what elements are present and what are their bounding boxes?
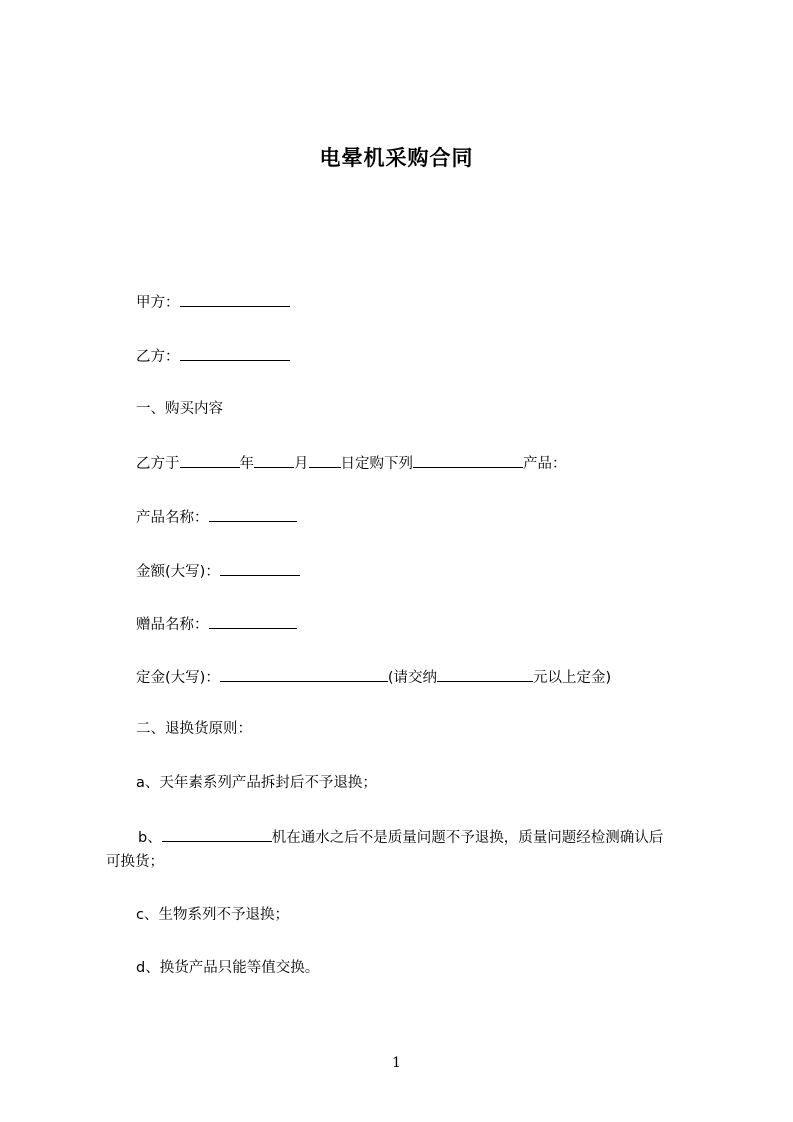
rule-c: c、生物系列不予退换； <box>136 907 289 923</box>
amount-field <box>136 560 300 582</box>
machine-blank[interactable] <box>162 826 272 842</box>
deposit-text-3: 元以上定金) <box>533 670 612 686</box>
year-blank[interactable] <box>180 452 240 468</box>
rule-b-text: 机在通水之后不是质量问题不予退换，质量问题经检测确认后 <box>271 830 664 846</box>
purchase-text-1: 乙方于 <box>136 456 180 472</box>
deposit-text-2: (请交纳 <box>387 670 437 686</box>
amount-blank[interactable] <box>220 560 300 576</box>
product-name-label: 产品名称： <box>136 510 209 526</box>
gift-name-field <box>136 613 297 635</box>
purchase-text-3: 月 <box>294 456 309 472</box>
rule-b <box>138 825 718 851</box>
purchase-text-4: 日定购下列 <box>340 456 413 472</box>
party-b-blank[interactable] <box>180 345 290 361</box>
gift-name-label: 赠品名称： <box>136 617 209 633</box>
section-1-heading: 一、购买内容 <box>136 401 223 417</box>
product-name-field <box>136 506 297 528</box>
party-b-field <box>136 345 290 367</box>
party-a-blank[interactable] <box>180 291 290 307</box>
deposit-field <box>136 666 611 688</box>
amount-label: 金额(大写)： <box>136 564 220 580</box>
product-name-blank[interactable] <box>209 506 297 522</box>
rule-b-prefix: b、 <box>138 830 162 846</box>
party-a-field <box>136 291 290 313</box>
section-2-heading: 二、退换货原则： <box>136 721 252 737</box>
purchase-date-line <box>136 452 567 474</box>
purchase-text-5: 产品： <box>523 456 567 472</box>
purchase-text-2: 年 <box>239 456 254 472</box>
party-a-label: 甲方： <box>136 295 180 311</box>
rule-b-continuation: 可换货； <box>106 854 164 870</box>
product-blank[interactable] <box>413 452 523 468</box>
page-number: 1 <box>392 1055 401 1071</box>
deposit-blank[interactable] <box>220 666 388 682</box>
document-title: 电晕机采购合同 <box>319 146 474 170</box>
deposit-min-blank[interactable] <box>437 666 533 682</box>
gift-name-blank[interactable] <box>209 613 297 629</box>
day-blank[interactable] <box>309 452 341 468</box>
month-blank[interactable] <box>254 452 294 468</box>
deposit-label: 定金(大写)： <box>136 670 220 686</box>
rule-d: d、换货产品只能等值交换。 <box>136 960 320 976</box>
rule-a: a、天年素系列产品拆封后不予退换； <box>136 775 377 791</box>
party-b-label: 乙方： <box>136 349 180 365</box>
